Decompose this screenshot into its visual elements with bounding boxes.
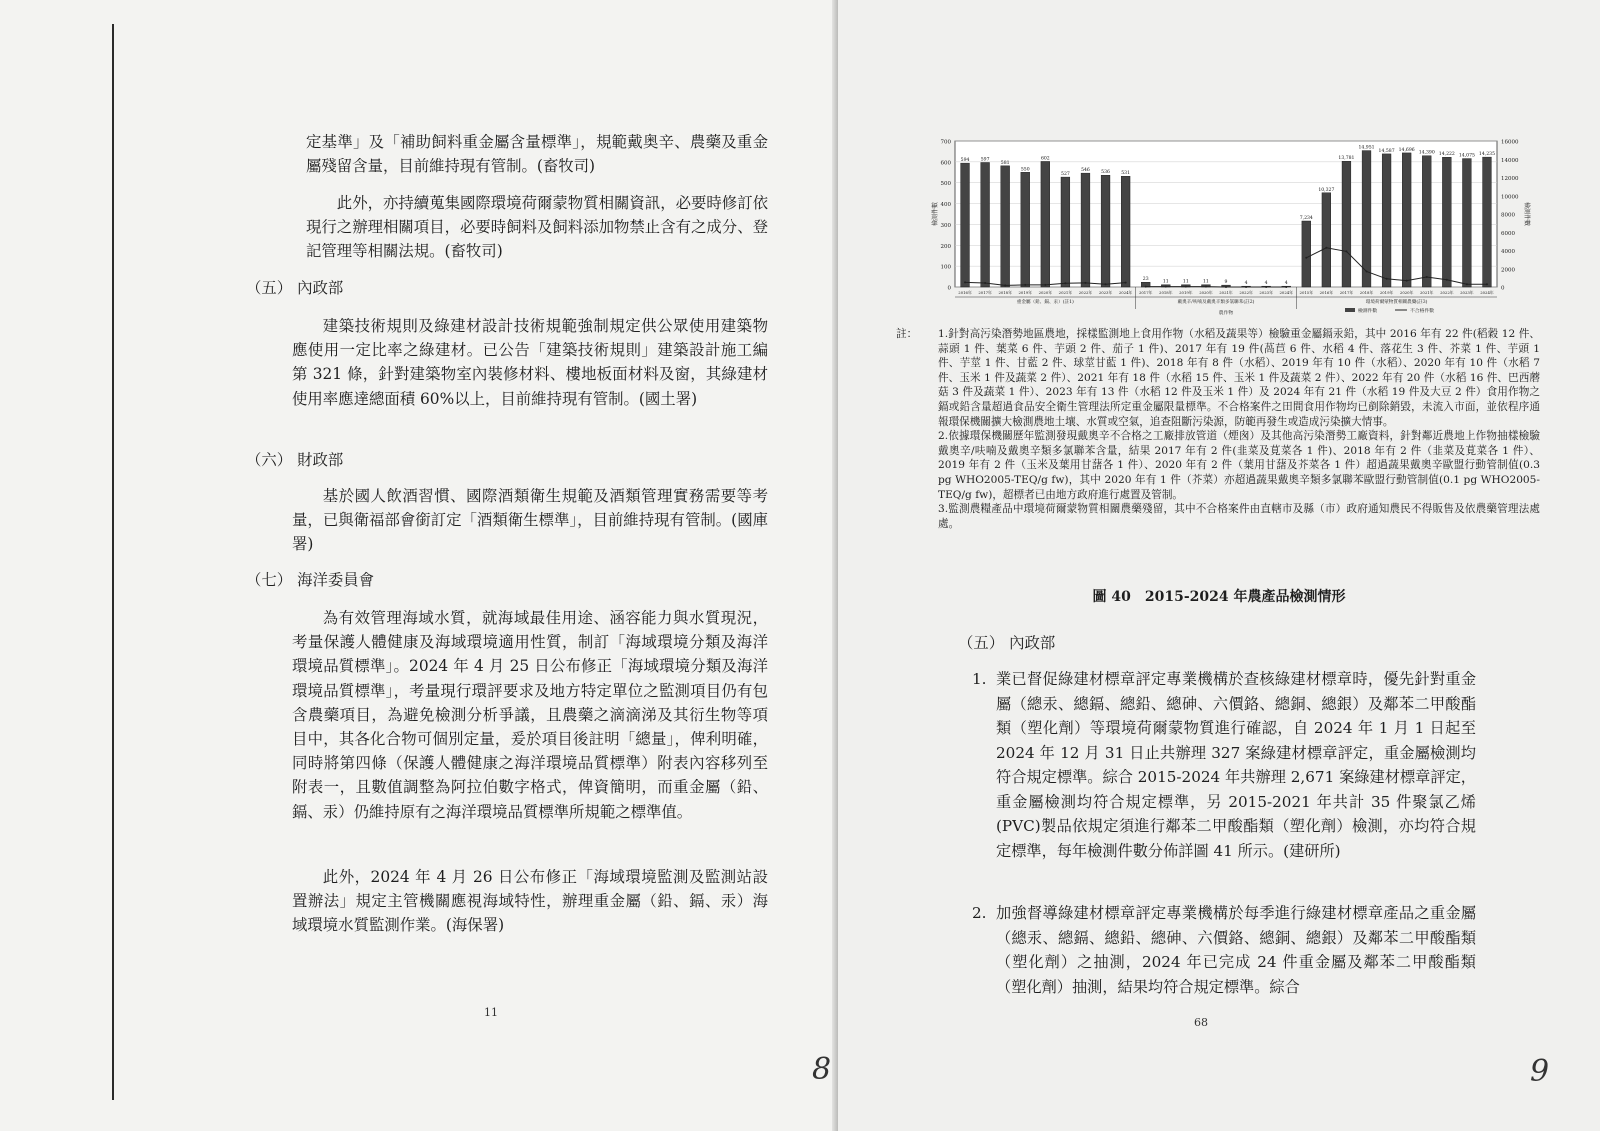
y-left-tick-label: 0 xyxy=(947,285,951,292)
x-tick-label: 2017年 xyxy=(978,290,992,295)
left-paragraph-4: 基於國人飲酒習慣、國際酒類衛生規範及酒類管理實務需要等考量，已與衛福部會銜訂定「酒類衛生標準」，目前維持現有管制。(國庫署) xyxy=(292,487,768,554)
chart-data-label: 7,234 xyxy=(1299,215,1313,221)
chart-bar xyxy=(1442,157,1451,287)
chart-bar xyxy=(1081,173,1090,287)
chart-fail-point xyxy=(1446,279,1448,281)
left-handwritten-mark: 8 xyxy=(812,1052,832,1087)
x-tick-label: 2021年 xyxy=(1219,290,1233,295)
legend-bar-swatch xyxy=(1345,308,1355,312)
list-item-1-number: 1. xyxy=(972,670,987,688)
y-right-tick-label: 12000 xyxy=(1501,176,1519,182)
chart-data-label: 10,327 xyxy=(1318,187,1335,193)
chart-data-label: 14,390 xyxy=(1418,150,1435,156)
list-item-2 xyxy=(972,901,1476,999)
x-tick-label: 2016年 xyxy=(958,290,972,295)
heading-interior-ministry: （五） 內政部 xyxy=(246,279,344,297)
y-right-tick-label: 10000 xyxy=(1501,194,1519,201)
right-heading-interior-ministry: （五） 內政部 xyxy=(958,634,1056,652)
y-left-tick-label: 100 xyxy=(940,264,951,271)
chart-data-label: 14,951 xyxy=(1358,145,1375,151)
x-tick-label: 2023年 xyxy=(1259,290,1273,295)
chart-data-label: 581 xyxy=(1000,160,1010,166)
note-2: 2.依據環保機關歷年監測發現戴奧辛不合格之工廠排放管道（煙囪）及其他高污染潛勢工廠資料，針對鄰近農地上作物抽樣檢驗戴奧辛/呋喃及戴奧辛類多氯聯苯含量，結果 2017 年有 2 件(韭菜及莧菜各 1 件)、2018 年有 2 件（韭菜及莧菜各 1 件）、2019 年有 2 件（玉米及葉用甘藷各 1 件）、2020 年有 2 件（葉用甘藷及芥菜各 1 件）超過蔬果戴奧辛歐盟行動管制值(0.3 pg WHO2005-TEQ/g fw)，其中 2020 年有 1 件（芥菜）亦超過蔬果戴奧辛類多氯聯苯歐盟行動管制值(0.1 pg WHO2005-TEQ/g fw)，超標者已由地方政府進行處置及管制。 xyxy=(938,430,1540,501)
y-left-tick-label: 400 xyxy=(940,202,951,209)
chart-data-label: 14,235 xyxy=(1478,152,1496,158)
right-handwritten-mark: 9 xyxy=(1530,1054,1550,1089)
chart-bar xyxy=(1422,156,1431,287)
chart-data-label: 14,696 xyxy=(1398,147,1415,153)
x-tick-label: 2018年 xyxy=(998,290,1012,295)
chart-fail-point xyxy=(1325,247,1327,249)
figure-caption: 圖 40 2015-2024 年農產品檢測情形 xyxy=(1092,589,1346,605)
chart-data-label: 14,222 xyxy=(1438,152,1455,158)
chart-fail-point xyxy=(1345,250,1347,252)
x-tick-label: 2020年 xyxy=(1399,290,1414,295)
chart-fail-point xyxy=(1406,280,1408,282)
y-left-tick-label: 500 xyxy=(940,181,951,188)
left-page-number: 11 xyxy=(484,1006,498,1019)
chart-data-label: 9 xyxy=(1224,280,1228,286)
legend-line-label: 不合格件數 xyxy=(1410,309,1434,314)
notes-label: 註： xyxy=(896,328,918,340)
chart-fail-point xyxy=(1486,283,1488,285)
chart-fail-point xyxy=(984,282,986,284)
x-tick-label: 2019年 xyxy=(1379,290,1394,295)
x-tick-label: 2022年 xyxy=(1239,290,1253,295)
heading-finance-ministry: （六） 財政部 xyxy=(246,451,344,469)
y-right-tick-label: 14000 xyxy=(1501,157,1519,164)
chart-data-label: 527 xyxy=(1061,172,1070,178)
chart-data-label: 594 xyxy=(960,158,970,164)
group-label: 環境荷爾蒙物質相關農藥(註3) xyxy=(1365,300,1428,305)
chart-bar xyxy=(1483,157,1492,287)
chart-data-label: 4 xyxy=(1264,281,1268,287)
chart-bar xyxy=(1382,154,1391,287)
chart-fail-point xyxy=(1205,286,1207,288)
chart-bar xyxy=(961,163,970,287)
list-item-1-text: 業已督促綠建材標章評定專業機構於查核綠建材標章時，優先針對重金屬（總汞、總鎘、總鉛、總砷、六價鉻、總銅、總銀）及鄰苯二甲酸酯類（塑化劑）等環境荷爾蒙物質進行確認，自 2024 年 1 月 1 日起至 2024 年 12 月 31 日止共辦理 327 案綠建材標章評定，重金屬檢測均符合規定標準。綜合 2015-2024 年共辦理 2,671 案綠建材標章評定，重金屬檢測均符合規定標準，另 2015-2021 年共計 35 件聚氯乙烯(PVC)製品依規定須進行鄰苯二甲酸酯類（塑化劑）檢測，亦均符合規定標準，每年檢測件數分佈詳圖 41 所示。(建研所) xyxy=(996,670,1476,860)
y-right-tick-label: 8000 xyxy=(1501,212,1515,219)
chart-data-label: 14,075 xyxy=(1458,153,1475,159)
chart-data-label: 531 xyxy=(1121,171,1131,177)
chart-data-label: 13,781 xyxy=(1338,156,1355,162)
chart-bar xyxy=(981,162,990,287)
left-paragraph-5: 為有效管理海域水質，就海域最佳用途、涵容能力與水質現況，考量保護人體健康及海域環境適用性質，制訂「海域環境分類及海洋環境品質標準」。2024 年 4 月 25 日公布修正「海域環境分類及海洋環境品質標準」，考量現行環評要求及地方特定單位之監測項目仍有包含農藥項目，為避免檢測分析爭議，且農藥之滴滴涕及其衍生物等項目中，其各化合物可個別定量，爰於項目後註明「總量」，俾利明確，同時將第四條（保護人體健康之海洋環境品質標準）附表內容移列至附表一，且數值調整為阿拉伯數字格式，俾資簡明，而重金屬（鉛、鎘、汞）仍維持原有之海洋環境品質標準所規範之標準值。 xyxy=(292,609,768,821)
x-tick-label: 2023年 xyxy=(1098,290,1113,295)
chart-fail-point xyxy=(964,281,966,283)
x-tick-label: 2020年 xyxy=(1038,290,1053,295)
left-paragraph-6: 此外，2024 年 4 月 26 日公布修正「海域環境監測及監測站設置辦法」規定主管機關應視海域特性，辦理重金屬（鉛、鎘、汞）海域環境水質監測作業。(海保署) xyxy=(292,868,768,935)
chart-data-label: 536 xyxy=(1101,170,1110,176)
chart-bar xyxy=(1302,221,1311,287)
chart-fail-point xyxy=(1084,282,1086,284)
x-tick-label: 2018年 xyxy=(1159,290,1173,295)
chart-bar xyxy=(1402,153,1411,287)
left-paragraph-3: 建築技術規則及綠建材設計技術規範強制規定供公眾使用建築物應使用一定比率之綠建材。已公告「建築技術規則」建築設計施工編第 321 條，針對建築物室內裝修材料、樓地板面材料及窗，其綠建材使用率應達總面積 60%以上，目前維持現有管制。(國土署) xyxy=(292,317,768,408)
x-tick-label: 2015年 xyxy=(1299,290,1314,295)
x-tick-label: 2021年 xyxy=(1058,290,1073,295)
chart-bar xyxy=(1462,159,1471,287)
chart-svg xyxy=(925,135,1537,325)
chart-data-label: 4 xyxy=(1284,281,1288,287)
chart-fail-point xyxy=(1245,286,1247,288)
chart-data-label: 546 xyxy=(1081,168,1090,174)
x-tick-label: 2019年 xyxy=(1179,290,1193,295)
chart-data-label: 550 xyxy=(1020,167,1030,173)
y-left-axis-label: 檢測件數 xyxy=(932,201,939,227)
chart-fail-point xyxy=(1225,286,1227,288)
x-tick-label: 2018年 xyxy=(1359,290,1374,295)
list-item-1 xyxy=(972,667,1476,863)
x-tick-label: 2017年 xyxy=(1339,290,1354,295)
chart-fail-point xyxy=(1064,282,1066,284)
chart-data-label: 602 xyxy=(1040,156,1050,162)
chart-fail-point xyxy=(1265,286,1267,288)
y-left-tick-label: 600 xyxy=(940,160,951,167)
x-tick-label: 2020年 xyxy=(1199,290,1213,295)
y-right-tick-label: 6000 xyxy=(1501,230,1515,237)
chart-fail-point xyxy=(1004,284,1006,286)
y-left-tick-label: 300 xyxy=(940,222,951,229)
chart-data-label: 14,587 xyxy=(1378,148,1395,154)
chart-bar xyxy=(1041,161,1050,287)
chart-data-label: 11 xyxy=(1162,279,1169,285)
x-tick-label: 2024年 xyxy=(1480,290,1494,295)
note-1: 1.針對高污染潛勢地區農地，採樣監測地上食用作物（水稻及蔬果等）檢驗重金屬鎘汞鉛，其中 2016 年有 22 件(稻穀 12 件、蒜頭 1 件、葉菜 6 件、芋頭 2 件、茄子 1 件)、2017 年有 19 件(萵苣 6 件、水稻 4 件、落花生 3 件、芥菜 1 件、芋頭 1 件、芋莖 1 件、甘藍 2 件、球莖甘藍 1 件)、2018 年有 8 件（水稻）、2019 年有 10 件（水稻）、2020 年有 10 件（水稻 7 件、玉米 1 件及蔬菜 2 件）、2021 年有 18 件（水稻 15 件、玉米 1 件及蔬菜 2 件）、2022 年有 20 件（水稻 16 件、巴西蘑菇 3 件及蔬菜 1 件）、2023 年有 13 件（水稻 12 件及玉米 1 件）及 2024 年有 21 件（水稻 19 件及大豆 2 件）食用作物之鎘或鉛含量超過食品安全衛生管理法所定重金屬限量標準。不合格案件之田間食用作物均已剷除銷毀，未流入市面，並依程序通報環保機關擴大檢測農地土壤、水質或空氣，追查阻斷污染源，防範再發生或造成污染擴大情事。 xyxy=(938,328,1540,428)
chart-bar xyxy=(1001,166,1010,287)
x-tick-label: 2024年 xyxy=(1118,290,1133,295)
y-right-tick-label: 2000 xyxy=(1501,267,1515,274)
x-tick-label: 2023年 xyxy=(1460,290,1474,295)
y-right-tick-label: 0 xyxy=(1501,285,1505,292)
y-left-tick-label: 200 xyxy=(940,243,951,250)
left-paragraph-1: 定基準」及「補助飼料重金屬含量標準」，規範戴奥辛、農藥及重金屬殘留含量，目前維持現有管制。(畜牧司) xyxy=(306,133,768,176)
x-tick-label: 2024年 xyxy=(1279,290,1293,295)
group-label: 戴奧辛/呋喃及戴奧辛類多氯聯苯(註2) xyxy=(1177,300,1255,305)
list-item-2-number: 2. xyxy=(972,904,987,922)
chart-fail-point xyxy=(1105,283,1107,285)
x-tick-label: 2022年 xyxy=(1440,290,1454,295)
y-right-tick-label: 16000 xyxy=(1501,139,1519,146)
chart-fail-point xyxy=(1125,282,1127,284)
right-page-number: 68 xyxy=(1194,1016,1208,1029)
list-item-2-text: 加強督導綠建材標章評定專業機構於每季進行綠建材標章產品之重金屬（總汞、總鎘、總鉛、總砷、六價鉻、總銅、總銀）及鄰苯二甲酸酯類（塑化劑）之抽測，2024 年已完成 24 件重金屬及鄰苯二甲酸酯類（塑化劑）抽測，結果均符合規定標準。綜合 xyxy=(996,904,1476,996)
chart-bar xyxy=(1101,175,1110,287)
y-left-tick-label: 700 xyxy=(940,139,951,146)
x-tick-label: 2022年 xyxy=(1078,290,1093,295)
chart-fail-point xyxy=(1165,286,1167,288)
chart-fail-point xyxy=(1386,278,1388,280)
chart-bar xyxy=(1342,161,1351,287)
chart-fail-point xyxy=(1024,284,1026,286)
chart-data-label: 23 xyxy=(1142,277,1149,283)
legend-bar-label: 檢測件數 xyxy=(1358,309,1378,314)
chart-fail-point xyxy=(1285,286,1287,288)
x-tick-label: 2021年 xyxy=(1420,290,1434,295)
figure-40-chart xyxy=(925,135,1537,325)
figure-notes xyxy=(896,327,1540,531)
chart-plot-area xyxy=(955,141,1497,287)
y-right-axis-label: 檢測件數 xyxy=(1523,201,1530,227)
chart-fail-point xyxy=(1185,286,1187,288)
chart-bar xyxy=(1362,151,1371,287)
binding-margin-line xyxy=(112,24,114,1100)
chart-data-label: 11 xyxy=(1182,279,1189,285)
chart-bar xyxy=(1322,193,1331,287)
chart-data-label: 11 xyxy=(1202,279,1209,285)
chart-fail-point xyxy=(1466,283,1468,285)
chart-fail-point xyxy=(1145,286,1147,288)
chart-fail-point xyxy=(1426,276,1428,278)
x-tick-label: 2016年 xyxy=(1319,290,1334,295)
x-tick-label: 2019年 xyxy=(1018,290,1032,295)
heading-ocean-council: （七） 海洋委員會 xyxy=(246,571,375,589)
chart-bar xyxy=(1021,172,1030,287)
x-tick-label: 2017年 xyxy=(1138,290,1153,295)
x-group-label: 農作物 xyxy=(1218,311,1234,316)
chart-data-label: 4 xyxy=(1244,281,1248,287)
chart-fail-point xyxy=(1366,270,1368,272)
y-right-tick-label: 4000 xyxy=(1501,249,1515,255)
left-paragraph-2: 此外，亦持續蒐集國際環境荷爾蒙物質相關資訊，必要時修訂依現行之辦理相關項目，必要時飼料及飼料添加物禁止含有之成分、登記管理等相關法規。(畜牧司) xyxy=(306,194,768,261)
chart-fail-point xyxy=(1044,284,1046,286)
group-label: 重金屬（鉛、鎘、汞）(註1) xyxy=(1016,300,1074,305)
right-page xyxy=(838,0,1600,1131)
chart-data-label: 597 xyxy=(980,157,990,163)
chart-bar xyxy=(1121,176,1130,287)
chart-fail-point xyxy=(1305,257,1307,259)
chart-bar xyxy=(1061,177,1070,287)
note-3: 3.監測農糧產品中環境荷爾蒙物質相關農藥殘留，其中不合格案件由直轄市及縣（市）政府通知農民不得販售及依農藥管理法處處。 xyxy=(938,503,1540,530)
